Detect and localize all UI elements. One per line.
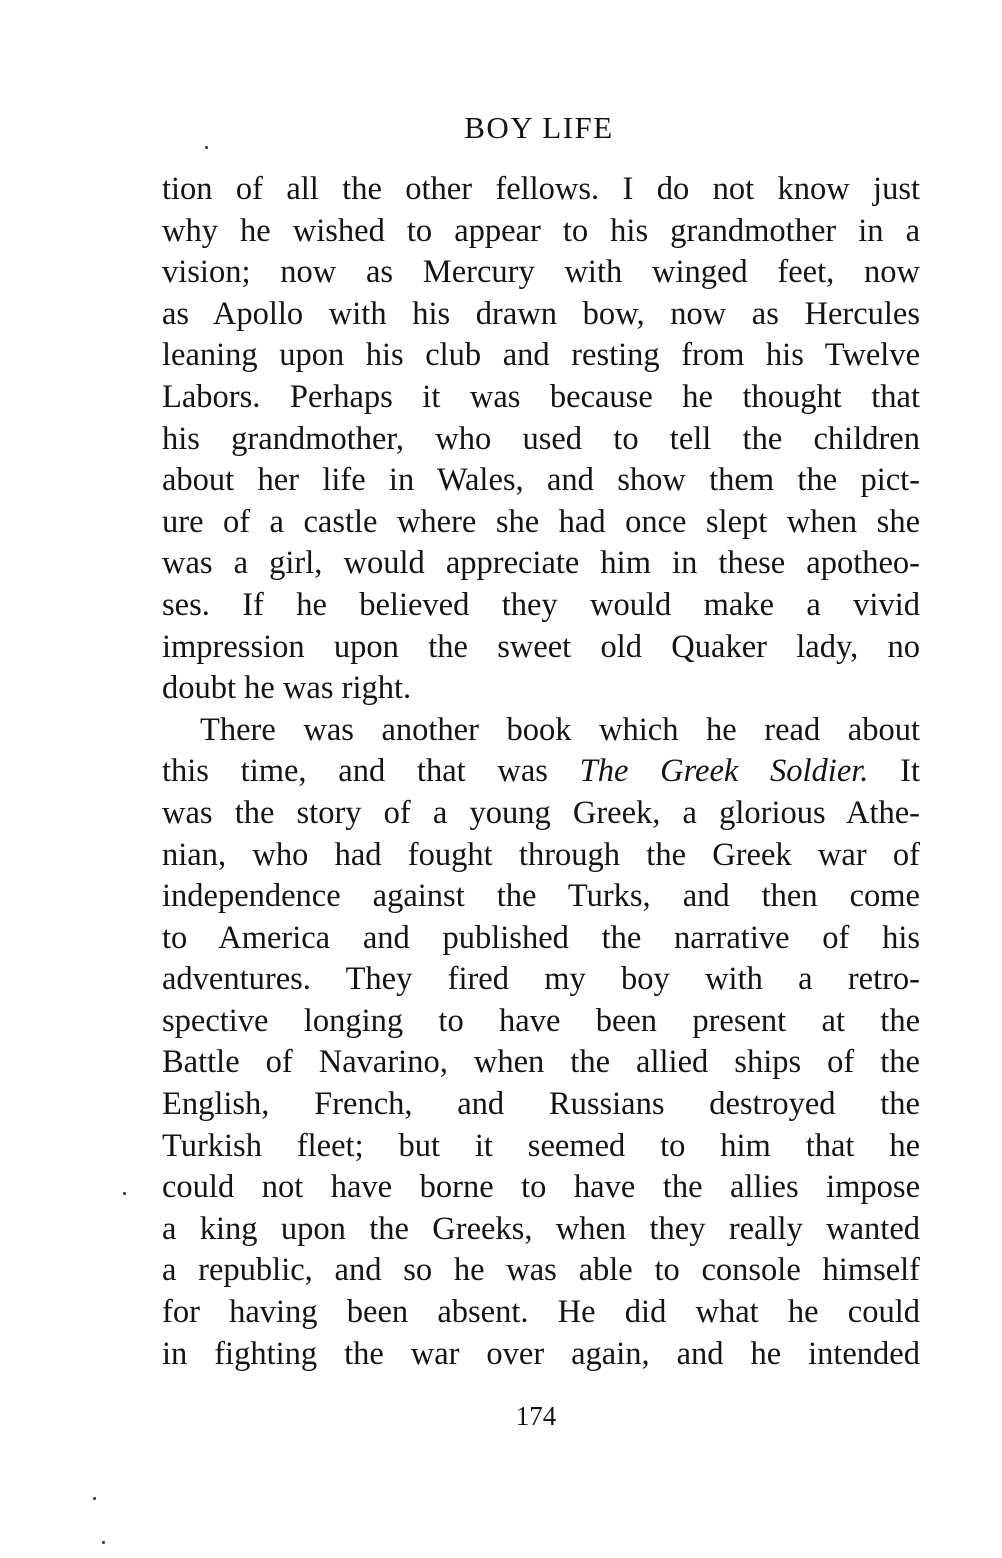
text-line: tion of all the other fellows. I do not know just — [162, 171, 920, 207]
page-number: 174 — [515, 1401, 557, 1431]
text-line: vision; now as Mercury with winged feet, now — [162, 254, 920, 291]
text-line: about her life in Wales, and show them the pict- — [162, 462, 920, 499]
text-line: doubt he was right. — [162, 670, 412, 707]
text-line: Turkish fleet; but it seemed to him that he — [162, 1127, 920, 1164]
text-line: a republic, and so he was able to console himself — [162, 1252, 920, 1289]
paragraph-first-line: There was another book which he read about — [200, 711, 920, 748]
text-line: Labors. Perhaps it was because he thought that — [162, 378, 920, 415]
text-line: to America and published the narrative of his — [162, 919, 920, 956]
running-head: BOY LIFE — [464, 110, 614, 145]
scan-speck — [93, 1497, 96, 1500]
text-line: independence against the Turks, and then come — [162, 878, 920, 915]
text-line: ses. If he believed they would make a vivid — [162, 586, 920, 623]
text-line-with-title — [162, 751, 920, 793]
text-fragment: It — [900, 753, 920, 790]
text-line: as Apollo with his drawn bow, now as Hercules — [162, 295, 920, 332]
text-line: in fighting the war over again, and he intended — [162, 1335, 920, 1372]
text-fragment: this time, and that was — [162, 753, 548, 790]
text-line: was the story of a young Greek, a glorious Athe- — [162, 794, 920, 831]
text-line: for having been absent. He did what he could — [162, 1294, 920, 1331]
text-line: impression upon the sweet old Quaker lady, no — [162, 628, 920, 665]
text-line: adventures. They fired my boy with a retro- — [162, 961, 920, 998]
text-line: why he wished to appear to his grandmother in a — [162, 212, 920, 249]
scan-speck — [123, 1192, 126, 1195]
text-line: nian, who had fought through the Greek war of — [162, 836, 920, 873]
text-line: his grandmother, who used to tell the children — [162, 420, 920, 457]
text-line: was a girl, would appreciate him in these apotheo- — [162, 545, 920, 582]
scan-speck — [102, 1541, 105, 1544]
text-line: spective longing to have been present at the — [162, 1002, 920, 1039]
body-text — [162, 169, 920, 1375]
text-line: English, French, and Russians destroyed the — [162, 1086, 920, 1123]
text-line: a king upon the Greeks, when they really wanted — [162, 1210, 920, 1247]
text-line: Battle of Navarino, when the allied ships of the — [162, 1044, 920, 1081]
text-line: ure of a castle where she had once slept when she — [162, 503, 920, 540]
book-title: The Greek Soldier. — [579, 753, 869, 790]
text-line: leaning upon his club and resting from his Twelve — [162, 337, 920, 374]
scan-speck — [205, 146, 208, 149]
text-line: could not have borne to have the allies impose — [162, 1169, 920, 1206]
